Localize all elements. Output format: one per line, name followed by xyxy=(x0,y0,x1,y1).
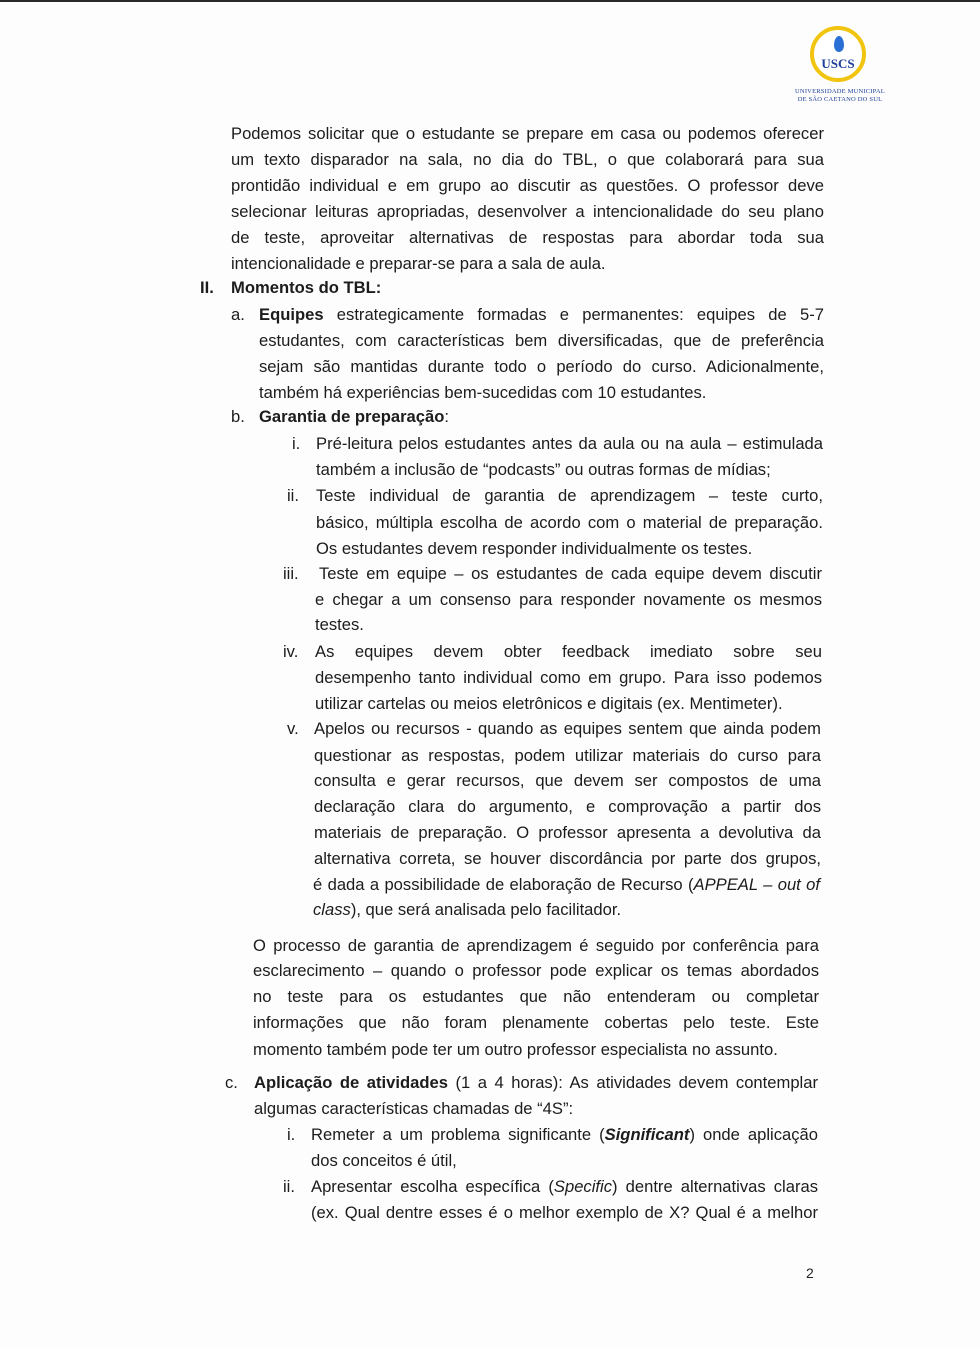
sub-iii-line: Teste em equipe – os estudantes de cada equipe devem discutir xyxy=(319,564,822,583)
sub-v-line: materiais de preparação. O professor apresenta a devolutiva da xyxy=(314,823,821,842)
c-sub-ii-line2: (ex. Qual dentre esses é o melhor exemplo de X? Qual é a melhor xyxy=(311,1203,818,1222)
process-line: momento também pode ter um outro professor especialista no assunto. xyxy=(253,1040,778,1059)
sub-v-line: declaração clara do argumento, e comprovação a partir dos xyxy=(314,797,821,816)
sub-iv-line: utilizar cartelas ou meios eletrônicos e digitais (ex. Mentimeter). xyxy=(315,694,783,713)
c-sub-i-pre: Remeter a um problema significante ( xyxy=(311,1125,605,1144)
intro-line: prontidão individual e em grupo ao discutir as questões. O professor deve xyxy=(231,176,824,195)
item-c-marker: c. xyxy=(225,1073,238,1092)
logo-name: USCS xyxy=(821,56,855,71)
sub-v-line: consulta e gerar recursos, que devem ser compostos de uma xyxy=(314,771,821,790)
sub-ii-line: Teste individual de garantia de aprendizagem – teste curto, xyxy=(316,486,823,505)
sub-v-marker: v. xyxy=(287,719,299,738)
intro-line: selecionar leituras apropriadas, desenvolver a intencionalidade do seu plano xyxy=(231,202,824,221)
c-sub-ii-pre: Apresentar escolha específica ( xyxy=(311,1177,554,1196)
item-b-suffix: : xyxy=(444,407,450,426)
item-a-line: estudantes, com características bem diversificadas, que de preferência xyxy=(259,331,824,350)
page-number: 2 xyxy=(806,1265,814,1281)
c-sub-i-post: ) onde aplicação xyxy=(689,1125,818,1144)
sub-v-line: alternativa correta, se houver discordância por parte dos grupos, xyxy=(314,849,821,868)
intro-line: um texto disparador na sala, no dia do TBL, o que colaborará para sua xyxy=(231,150,824,169)
c-sub-i-marker: i. xyxy=(287,1125,296,1144)
sub-v-line7-pre: é dada a possibilidade de elaboração de Recurso ( xyxy=(313,875,694,894)
process-line: esclarecimento – quando o professor pode explicar os temas abordados xyxy=(253,961,819,980)
item-b-marker: b. xyxy=(231,407,245,426)
sub-v-line8-italic: class xyxy=(313,900,351,919)
sub-v-line7 xyxy=(313,874,820,896)
sub-v-line: Apelos ou recursos - quando as equipes sentem que ainda podem xyxy=(314,719,821,738)
item-a-line1 xyxy=(259,304,824,326)
logo-subtitle xyxy=(788,88,892,104)
c-sub-i-line1 xyxy=(311,1124,818,1146)
top-border xyxy=(0,0,980,2)
sub-iv-line: desempenho tanto individual como em grupo. Para isso podemos xyxy=(315,668,822,687)
item-a-first-rest: estrategicamente formadas e permanentes: equipes de 5-7 xyxy=(323,305,824,324)
item-c-line1 xyxy=(254,1072,818,1094)
sub-iv-line: As equipes devem obter feedback imediato sobre seu xyxy=(315,642,822,661)
sub-ii-line: Os estudantes devem responder individualmente os testes. xyxy=(316,539,753,558)
item-b-title xyxy=(259,406,449,428)
section-marker: II. xyxy=(200,278,214,297)
flame-icon xyxy=(834,36,844,52)
process-line: informações que não foram plenamente cobertas pelo teste. Este xyxy=(253,1013,819,1032)
sub-v-line7-italic: APPEAL – out of xyxy=(693,875,820,894)
item-a-line: sejam são mantidas durante todo o período do curso. Adicionalmente, xyxy=(259,357,824,376)
logo-subtitle-line1: UNIVERSIDADE MUNICIPAL xyxy=(795,88,885,95)
item-c-first-rest: (1 a 4 horas): As atividades devem contemplar xyxy=(447,1073,818,1092)
c-sub-ii-italic: Specific xyxy=(553,1177,613,1196)
sub-i-line: também a inclusão de “podcasts” ou outras formas de mídias; xyxy=(316,460,771,479)
item-a-marker: a. xyxy=(231,305,245,324)
sub-v-line: questionar as respostas, podem utilizar materiais do curso para xyxy=(314,746,821,765)
section-title: Momentos do TBL: xyxy=(231,278,382,297)
c-sub-i-italic: Significant xyxy=(604,1125,690,1144)
process-line: O processo de garantia de aprendizagem é seguido por conferência para xyxy=(253,936,819,955)
item-a-line: também há experiências bem-sucedidas com 10 estudantes. xyxy=(259,383,707,402)
c-sub-i-line2: dos conceitos é útil, xyxy=(311,1151,457,1170)
item-b-bold: Garantia de preparação xyxy=(259,407,445,426)
sub-iv-marker: iv. xyxy=(283,642,299,661)
sub-iii-line: e chegar a um consenso para responder novamente os mesmos xyxy=(315,590,822,609)
intro-line: Podemos solicitar que o estudante se prepare em casa ou podemos oferecer xyxy=(231,124,824,143)
item-c-line2: algumas características chamadas de “4S”: xyxy=(254,1099,574,1118)
c-sub-ii-marker: ii. xyxy=(283,1177,295,1196)
logo-ring xyxy=(810,26,866,82)
logo-subtitle-line2: DE SÃO CAETANO DO SUL xyxy=(797,96,883,103)
sub-iii-marker: iii. xyxy=(283,564,299,583)
process-line: no teste para os estudantes que não entenderam ou completar xyxy=(253,987,819,1006)
sub-ii-line: básico, múltipla escolha de acordo com o material de preparação. xyxy=(316,513,823,532)
sub-i-marker: i. xyxy=(292,434,301,453)
sub-v-line8 xyxy=(313,899,621,921)
intro-line: de teste, aproveitar alternativas de respostas para abordar toda sua xyxy=(231,228,824,247)
sub-v-line8-post: ), que será analisada pelo facilitador. xyxy=(350,900,622,919)
c-sub-ii-line1 xyxy=(311,1176,818,1198)
sub-ii-marker: ii. xyxy=(287,486,299,505)
sub-i-line: Pré-leitura pelos estudantes antes da aula ou na aula – estimulada xyxy=(316,434,823,453)
uscs-logo xyxy=(788,26,892,110)
intro-line: intencionalidade e preparar-se para a sala de aula. xyxy=(231,254,606,273)
item-a-bold: Equipes xyxy=(259,305,324,324)
item-c-bold: Aplicação de atividades xyxy=(254,1073,448,1092)
sub-iii-line: testes. xyxy=(315,615,364,634)
c-sub-ii-post: ) dentre alternativas claras xyxy=(612,1177,819,1196)
